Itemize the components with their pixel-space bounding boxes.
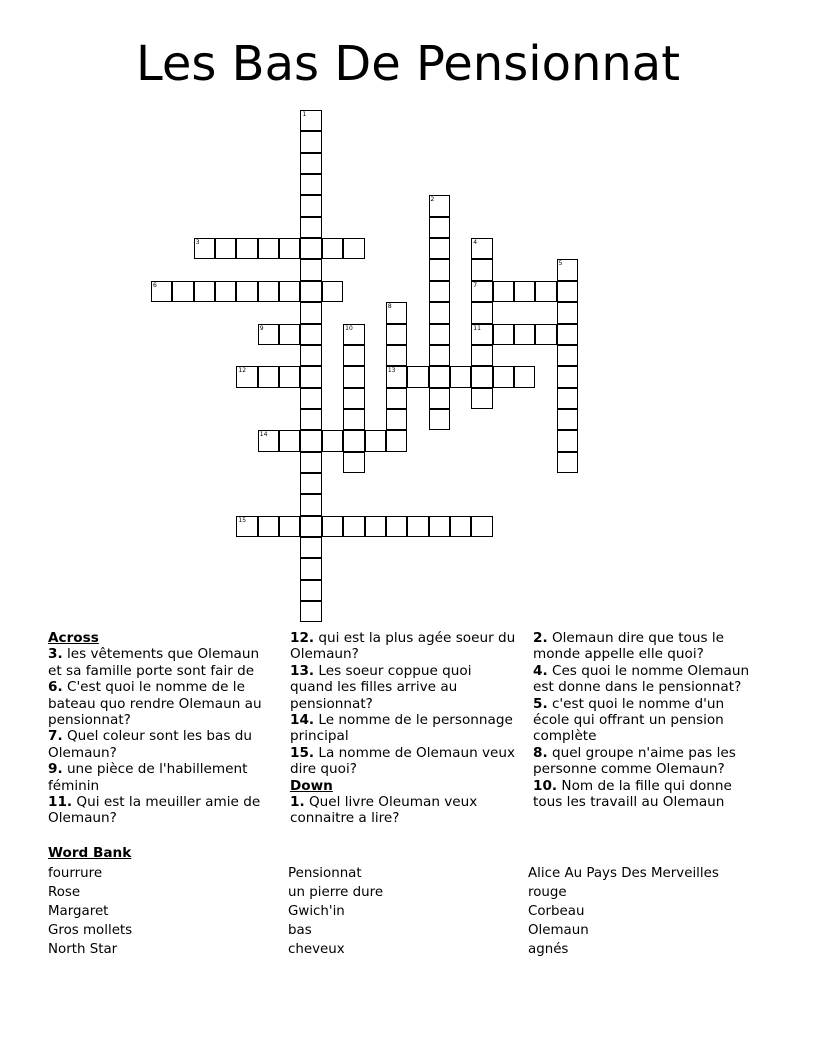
word-bank-item: cheveux bbox=[288, 942, 345, 957]
clue-number-label: 13. bbox=[290, 662, 315, 679]
clue-number-label: 1. bbox=[290, 794, 305, 811]
grid-cell[interactable] bbox=[300, 516, 321, 537]
grid-cell[interactable] bbox=[300, 259, 321, 280]
clue-text: C'est quoi le nomme de le bateau quo rendre Olemaun au pensionnat? bbox=[48, 679, 262, 729]
clue-number: 13 bbox=[387, 367, 396, 375]
word-bank-item: un pierre dure bbox=[288, 885, 384, 900]
grid-cell[interactable] bbox=[236, 238, 257, 259]
clue-text: Nom de la fille qui donne tous les travaill au Olemaun bbox=[533, 777, 732, 811]
clue-text: Olemaun dire que tous le monde appelle elle quoi? bbox=[533, 630, 725, 663]
grid-cell[interactable] bbox=[450, 366, 471, 387]
grid-cell[interactable] bbox=[429, 345, 450, 366]
grid-cell[interactable] bbox=[300, 153, 321, 174]
clue bbox=[48, 761, 276, 794]
clue-text: qui est la plus agée soeur du Olemaun? bbox=[290, 630, 516, 663]
clue-number-label: 11. bbox=[48, 794, 73, 811]
word-bank-column-1 bbox=[48, 864, 132, 959]
grid-cell[interactable] bbox=[343, 366, 364, 387]
grid-cell[interactable] bbox=[535, 324, 556, 345]
grid-cell[interactable] bbox=[322, 430, 343, 451]
word-bank-item: Margaret bbox=[48, 904, 109, 919]
grid-cell[interactable] bbox=[429, 409, 450, 430]
clue bbox=[48, 646, 276, 679]
word-bank-item: bas bbox=[288, 923, 312, 938]
grid-cell[interactable] bbox=[300, 580, 321, 601]
clue bbox=[533, 696, 761, 745]
page-title: Les Bas De Pensionnat bbox=[135, 36, 681, 92]
grid-cell[interactable] bbox=[194, 281, 215, 302]
word-bank-item: Olemaun bbox=[528, 923, 589, 938]
grid-cell[interactable] bbox=[279, 430, 300, 451]
grid-cell[interactable] bbox=[557, 345, 578, 366]
grid-cell[interactable] bbox=[300, 494, 321, 515]
clue bbox=[290, 794, 518, 827]
clues-column-1 bbox=[48, 630, 276, 827]
clues-column-2 bbox=[290, 630, 518, 827]
word-bank-heading: Word Bank bbox=[48, 845, 132, 861]
grid-cell[interactable] bbox=[279, 324, 300, 345]
grid-cell[interactable] bbox=[258, 430, 279, 451]
grid-cell[interactable] bbox=[386, 516, 407, 537]
grid-cell[interactable] bbox=[300, 388, 321, 409]
grid-cell[interactable] bbox=[514, 366, 535, 387]
clue-text: quel groupe n'aime pas les personne comme Olemaun? bbox=[533, 744, 736, 778]
grid-cell[interactable] bbox=[300, 409, 321, 430]
clues-column-3 bbox=[533, 630, 761, 810]
clue-text: Quel livre Oleuman veux connaitre a lire? bbox=[290, 794, 478, 827]
grid-cell[interactable] bbox=[258, 516, 279, 537]
grid-cell[interactable] bbox=[471, 388, 492, 409]
across-heading: Across bbox=[48, 630, 99, 646]
grid-cell[interactable] bbox=[343, 452, 364, 473]
grid-cell[interactable] bbox=[300, 537, 321, 558]
word-bank-item: Gwich'in bbox=[288, 904, 345, 919]
grid-cell[interactable] bbox=[407, 366, 428, 387]
grid-cell[interactable] bbox=[365, 516, 386, 537]
grid-cell[interactable] bbox=[365, 430, 386, 451]
grid-cell[interactable] bbox=[429, 516, 450, 537]
grid-cell[interactable] bbox=[557, 366, 578, 387]
grid-cell[interactable] bbox=[557, 281, 578, 302]
grid-cell[interactable] bbox=[300, 281, 321, 302]
clue bbox=[533, 630, 761, 663]
clue-number: 9 bbox=[259, 324, 264, 332]
clue bbox=[290, 712, 518, 745]
clue bbox=[48, 794, 276, 827]
grid-cell[interactable] bbox=[300, 473, 321, 494]
grid-cell[interactable] bbox=[386, 302, 407, 323]
clue-number: 7 bbox=[473, 281, 478, 289]
clue bbox=[48, 679, 276, 728]
grid-cell[interactable] bbox=[343, 430, 364, 451]
down-heading: Down bbox=[290, 777, 333, 794]
clue-number-label: 6. bbox=[48, 679, 63, 696]
clue-number: 12 bbox=[238, 367, 247, 375]
clue-number-label: 12. bbox=[290, 630, 315, 646]
grid-cell[interactable] bbox=[322, 238, 343, 259]
word-bank-column-3 bbox=[528, 864, 719, 959]
grid-cell[interactable] bbox=[429, 302, 450, 323]
word-bank-item: Alice Au Pays Des Merveilles bbox=[528, 866, 719, 881]
clue-number-label: 7. bbox=[48, 728, 63, 745]
grid-cell[interactable] bbox=[236, 366, 257, 387]
grid-cell[interactable] bbox=[172, 281, 193, 302]
clue-number-label: 15. bbox=[290, 744, 315, 761]
grid-cell[interactable] bbox=[429, 281, 450, 302]
grid-cell[interactable] bbox=[300, 452, 321, 473]
word-bank-item: Gros mollets bbox=[48, 923, 133, 938]
clue-number: 6 bbox=[153, 281, 157, 289]
grid-cell[interactable] bbox=[300, 110, 321, 131]
grid-cell[interactable] bbox=[557, 259, 578, 280]
grid-cell[interactable] bbox=[429, 259, 450, 280]
clue-number: 11 bbox=[473, 324, 481, 332]
grid-cell[interactable] bbox=[429, 217, 450, 238]
grid-cell[interactable] bbox=[151, 281, 172, 302]
grid-cell[interactable] bbox=[279, 516, 300, 537]
clue-number: 4 bbox=[473, 239, 478, 247]
grid-cell[interactable] bbox=[343, 345, 364, 366]
grid-cell[interactable] bbox=[471, 345, 492, 366]
grid-cell[interactable] bbox=[343, 516, 364, 537]
grid-cell[interactable] bbox=[322, 516, 343, 537]
clue-number-label: 9. bbox=[48, 761, 63, 778]
grid-cell[interactable] bbox=[386, 345, 407, 366]
grid-cell[interactable] bbox=[557, 430, 578, 451]
clue-text: Le nomme de le personnage principal bbox=[290, 712, 513, 745]
grid-cell[interactable] bbox=[343, 324, 364, 345]
grid-cell[interactable] bbox=[471, 281, 492, 302]
grid-cell[interactable] bbox=[557, 409, 578, 430]
grid-cell[interactable] bbox=[300, 324, 321, 345]
grid-cell[interactable] bbox=[514, 281, 535, 302]
grid-cell[interactable] bbox=[557, 302, 578, 323]
grid-cell[interactable] bbox=[471, 238, 492, 259]
clue-number-label: 14. bbox=[290, 712, 315, 729]
clue-number: 14 bbox=[259, 431, 268, 439]
clue-number-label: 8. bbox=[533, 744, 548, 761]
word-bank-item: Pensionnat bbox=[288, 866, 362, 881]
grid-cell[interactable] bbox=[258, 281, 279, 302]
grid-cell[interactable] bbox=[557, 388, 578, 409]
grid-cell[interactable] bbox=[386, 324, 407, 345]
word-bank-item: North Star bbox=[48, 942, 118, 957]
clue bbox=[290, 630, 518, 663]
grid-cell[interactable] bbox=[258, 324, 279, 345]
grid-cell[interactable] bbox=[493, 324, 514, 345]
clue bbox=[533, 663, 761, 696]
grid-cell[interactable] bbox=[471, 259, 492, 280]
grid-cell[interactable] bbox=[279, 281, 300, 302]
clue bbox=[290, 745, 518, 778]
grid-cell[interactable] bbox=[194, 238, 215, 259]
grid-cell[interactable] bbox=[300, 601, 321, 622]
grid-cell[interactable] bbox=[471, 366, 492, 387]
word-bank-item: rouge bbox=[528, 885, 567, 900]
grid-cell[interactable] bbox=[300, 366, 321, 387]
clue-text: Quel coleur sont les bas du Olemaun? bbox=[48, 728, 252, 761]
grid-cell[interactable] bbox=[471, 302, 492, 323]
word-bank-column-2 bbox=[288, 864, 383, 959]
clue-text: c'est quoi le nomme d'un école qui offrant un pension complète bbox=[533, 695, 725, 745]
grid-cell[interactable] bbox=[300, 558, 321, 579]
grid-cell[interactable] bbox=[429, 195, 450, 216]
grid-cell[interactable] bbox=[300, 195, 321, 216]
grid-cell[interactable] bbox=[258, 366, 279, 387]
grid-cell[interactable] bbox=[386, 366, 407, 387]
grid-cell[interactable] bbox=[429, 238, 450, 259]
grid-cell[interactable] bbox=[450, 516, 471, 537]
grid-cell[interactable] bbox=[557, 452, 578, 473]
grid-cell[interactable] bbox=[535, 281, 556, 302]
grid-cell[interactable] bbox=[493, 366, 514, 387]
grid-cell[interactable] bbox=[557, 324, 578, 345]
clue-number: 10 bbox=[345, 324, 353, 332]
grid-cell[interactable] bbox=[300, 345, 321, 366]
clue-text: une pièce de l'habillement féminin bbox=[48, 761, 248, 794]
grid-cell[interactable] bbox=[386, 388, 407, 409]
grid-cell[interactable] bbox=[300, 217, 321, 238]
grid-cell[interactable] bbox=[343, 409, 364, 430]
clue-number-label: 3. bbox=[48, 646, 63, 663]
grid-cell[interactable] bbox=[471, 324, 492, 345]
grid-cell[interactable] bbox=[300, 430, 321, 451]
clue-number: 2 bbox=[430, 196, 435, 204]
clue-text: les vêtements que Olemaun et sa famille porte sont fair de bbox=[48, 646, 260, 679]
grid-cell[interactable] bbox=[258, 238, 279, 259]
grid-cell[interactable] bbox=[407, 516, 428, 537]
grid-cell[interactable] bbox=[279, 238, 300, 259]
grid-cell[interactable] bbox=[493, 281, 514, 302]
clue-number: 1 bbox=[302, 111, 307, 118]
grid-cell[interactable] bbox=[279, 366, 300, 387]
clue bbox=[290, 663, 518, 712]
clue-number: 8 bbox=[387, 303, 392, 311]
grid-cell[interactable] bbox=[514, 324, 535, 345]
grid-cell[interactable] bbox=[300, 131, 321, 152]
word-bank-item: Corbeau bbox=[528, 904, 585, 919]
clue-number-label: 10. bbox=[533, 777, 558, 794]
clue-text: Qui est la meuiller amie de Olemaun? bbox=[48, 794, 261, 827]
clue-number-label: 4. bbox=[533, 662, 548, 679]
word-bank-item: fourrure bbox=[48, 866, 103, 881]
clue-number-label: 2. bbox=[533, 630, 548, 646]
clue-text: Les soeur coppue quoi quand les filles arrive au pensionnat? bbox=[290, 662, 472, 712]
word-bank-item: agnés bbox=[528, 942, 569, 957]
clue-number-label: 5. bbox=[533, 695, 548, 712]
grid-cell[interactable] bbox=[215, 238, 236, 259]
grid-cell[interactable] bbox=[322, 281, 343, 302]
clue-text: La nomme de Olemaun veux dire quoi? bbox=[290, 744, 516, 778]
grid-cell[interactable] bbox=[236, 281, 257, 302]
clue bbox=[533, 778, 761, 811]
grid-cell[interactable] bbox=[429, 388, 450, 409]
grid-cell[interactable] bbox=[343, 238, 364, 259]
grid-cell[interactable] bbox=[215, 281, 236, 302]
grid-cell[interactable] bbox=[429, 366, 450, 387]
grid-cell[interactable] bbox=[343, 388, 364, 409]
grid-cell[interactable] bbox=[429, 324, 450, 345]
clue bbox=[48, 728, 276, 761]
grid-cell[interactable] bbox=[300, 302, 321, 323]
clue-number: 5 bbox=[558, 260, 563, 268]
clue-number: 15 bbox=[238, 516, 247, 524]
word-bank-item: Rose bbox=[48, 885, 81, 900]
grid-cell[interactable] bbox=[386, 430, 407, 451]
grid-cell[interactable] bbox=[236, 516, 257, 537]
clue-number: 3 bbox=[195, 239, 200, 247]
grid-cell[interactable] bbox=[300, 174, 321, 195]
clue-text: Ces quoi le nomme Olemaun est donne dans le pensionnat? bbox=[533, 662, 750, 696]
grid-cell[interactable] bbox=[471, 516, 492, 537]
clue bbox=[533, 745, 761, 778]
grid-cell[interactable] bbox=[300, 238, 321, 259]
grid-cell[interactable] bbox=[386, 409, 407, 430]
